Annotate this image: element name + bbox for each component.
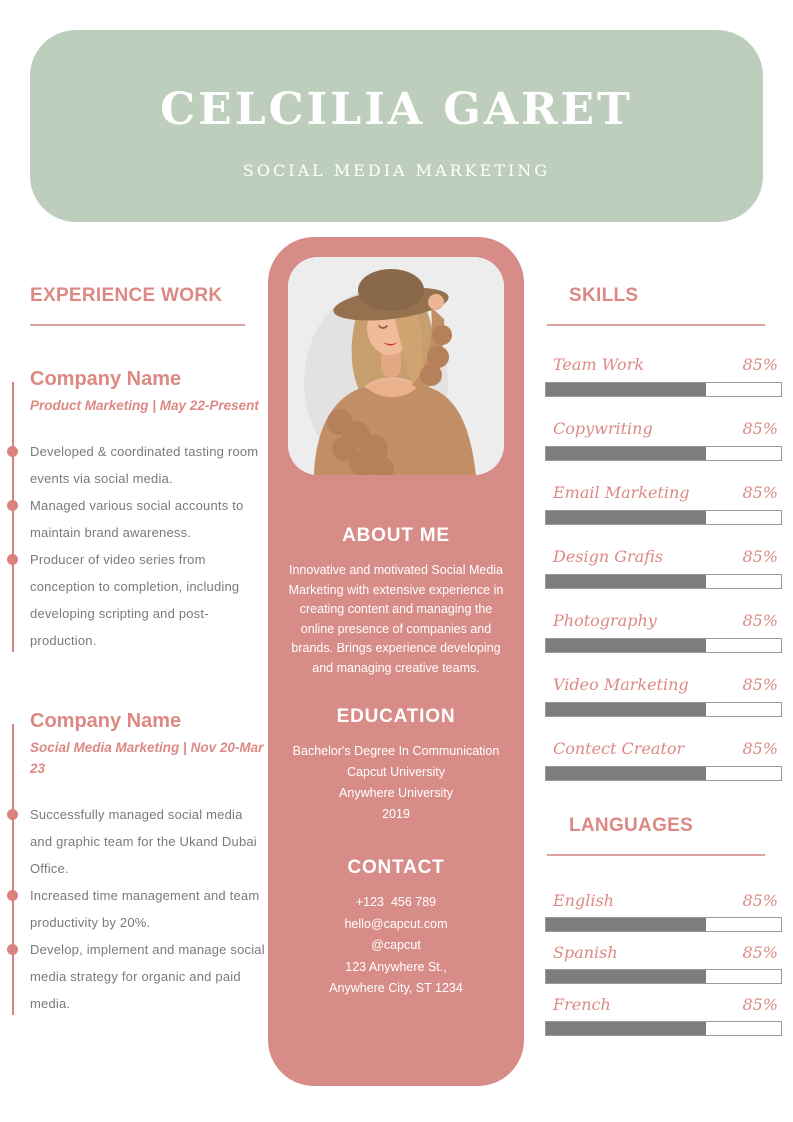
- language-percent: 85%: [742, 995, 778, 1014]
- skill-percent: 85%: [742, 547, 778, 566]
- contact-line: @capcut: [371, 938, 421, 952]
- language-progress-bar: [545, 969, 782, 984]
- education-heading: EDUCATION: [336, 706, 456, 727]
- skill-item: [545, 610, 782, 653]
- skill-item: [545, 738, 782, 781]
- skill-percent: 85%: [742, 355, 778, 374]
- skill-progress-bar: [545, 446, 782, 461]
- skill-percent: 85%: [742, 419, 778, 438]
- contact-line: 123 Anywhere St.,: [345, 959, 447, 974]
- skill-progress-fill: [546, 767, 706, 780]
- timeline-line: [12, 382, 14, 652]
- skill-label: Design Grafis: [553, 547, 664, 566]
- about-heading: ABOUT ME: [342, 525, 450, 546]
- education-line: Capcut University: [347, 765, 445, 779]
- language-label: Spanish: [553, 943, 618, 962]
- experience-bullets: [30, 438, 268, 654]
- language-item: [545, 994, 782, 1036]
- contact-line: hello@capcut.com: [344, 916, 448, 931]
- language-progress-fill: [546, 918, 706, 931]
- skills-column: [545, 284, 782, 1046]
- skills-list: [545, 354, 782, 781]
- contact-line: Anywhere City, ST 1234: [329, 981, 463, 995]
- experience-entry-2: [0, 708, 268, 1017]
- language-label: French: [553, 995, 611, 1014]
- role-period: Social Media Marketing | Nov 20-Mar 23: [30, 740, 264, 776]
- skill-progress-fill: [546, 511, 706, 524]
- language-label: English: [553, 891, 614, 910]
- hand-shape: [428, 294, 444, 310]
- languages-heading: LANGUAGES: [569, 815, 694, 836]
- experience-heading: EXPERIENCE WORK: [30, 285, 223, 306]
- experience-column: [0, 284, 268, 1017]
- education-lines: [268, 741, 524, 825]
- education-line: 2019: [382, 807, 410, 821]
- profile-panel: [268, 237, 524, 1086]
- language-percent: 85%: [742, 943, 778, 962]
- language-progress-fill: [546, 1022, 706, 1035]
- experience-bullet: Successfully managed social media and graphic team for the Ukand Dubai Office.: [30, 801, 268, 882]
- skills-heading-rule: [547, 324, 765, 326]
- skill-percent: 85%: [742, 739, 778, 758]
- skill-percent: 85%: [742, 675, 778, 694]
- skill-item: [545, 674, 782, 717]
- about-text: Innovative and motivated Social Media Marketing with extensive experience in creating content and managing the online presence of companies and brands. Brings experience developing and managing creative teams.: [288, 563, 504, 675]
- profile-photo: [288, 257, 504, 475]
- experience-bullet: Developed & coordinated tasting room events via social media.: [30, 438, 268, 492]
- skills-heading: SKILLS: [569, 285, 639, 306]
- skill-progress-fill: [546, 575, 706, 588]
- skill-progress-bar: [545, 574, 782, 589]
- skill-progress-bar: [545, 766, 782, 781]
- role-period: Product Marketing | May 22-Present: [30, 398, 259, 413]
- language-item: [545, 890, 782, 932]
- skill-progress-bar: [545, 510, 782, 525]
- education-line: Bachelor's Degree In Communication: [292, 744, 500, 758]
- education-line: Anywhere University: [339, 786, 453, 800]
- skill-progress-fill: [546, 703, 706, 716]
- experience-bullet: Develop, implement and manage social media strategy for organic and paid media.: [30, 936, 268, 1017]
- contact-heading: CONTACT: [347, 857, 445, 878]
- language-progress-fill: [546, 970, 706, 983]
- language-progress-bar: [545, 917, 782, 932]
- skill-label: Video Marketing: [553, 675, 689, 694]
- contact-lines: [268, 892, 524, 1000]
- experience-bullet: Increased time management and team productivity by 20%.: [30, 882, 268, 936]
- skill-item: [545, 546, 782, 589]
- skill-label: Email Marketing: [553, 483, 690, 502]
- skill-item: [545, 482, 782, 525]
- experience-bullet: Managed various social accounts to maintain brand awareness.: [30, 492, 268, 546]
- skill-progress-fill: [546, 639, 706, 652]
- person-name: CELCILIA GARET: [160, 84, 633, 135]
- timeline-line: [12, 724, 14, 1015]
- company-name: Company Name: [30, 710, 182, 732]
- skill-progress-bar: [545, 382, 782, 397]
- skill-item: [545, 418, 782, 461]
- skill-label: Copywriting: [553, 419, 653, 438]
- skill-progress-fill: [546, 383, 706, 396]
- skill-percent: 85%: [742, 483, 778, 502]
- person-tagline: SOCIAL MEDIA MARKETING: [242, 161, 551, 180]
- language-percent: 85%: [742, 891, 778, 910]
- languages-heading-rule: [547, 854, 765, 856]
- experience-bullet: Producer of video series from conception to completion, including developing scripting and post-production.: [30, 546, 268, 654]
- experience-heading-rule: [30, 324, 245, 326]
- skill-percent: 85%: [742, 611, 778, 630]
- language-progress-bar: [545, 1021, 782, 1036]
- experience-bullets: [30, 801, 268, 1017]
- hat-crown-shape: [358, 269, 424, 311]
- languages-list: [545, 890, 782, 1036]
- experience-entry-1: [0, 366, 268, 654]
- skill-label: Contect Creator: [553, 739, 685, 758]
- portrait-illustration: [288, 257, 504, 475]
- skill-item: [545, 354, 782, 397]
- contact-line: +123 456 789: [355, 895, 437, 909]
- skill-label: Photography: [553, 611, 657, 630]
- skill-progress-bar: [545, 702, 782, 717]
- skill-label: Team Work: [553, 355, 645, 374]
- language-item: [545, 942, 782, 984]
- header-banner: [30, 30, 763, 222]
- company-name: Company Name: [30, 368, 182, 390]
- skill-progress-bar: [545, 638, 782, 653]
- skill-progress-fill: [546, 447, 706, 460]
